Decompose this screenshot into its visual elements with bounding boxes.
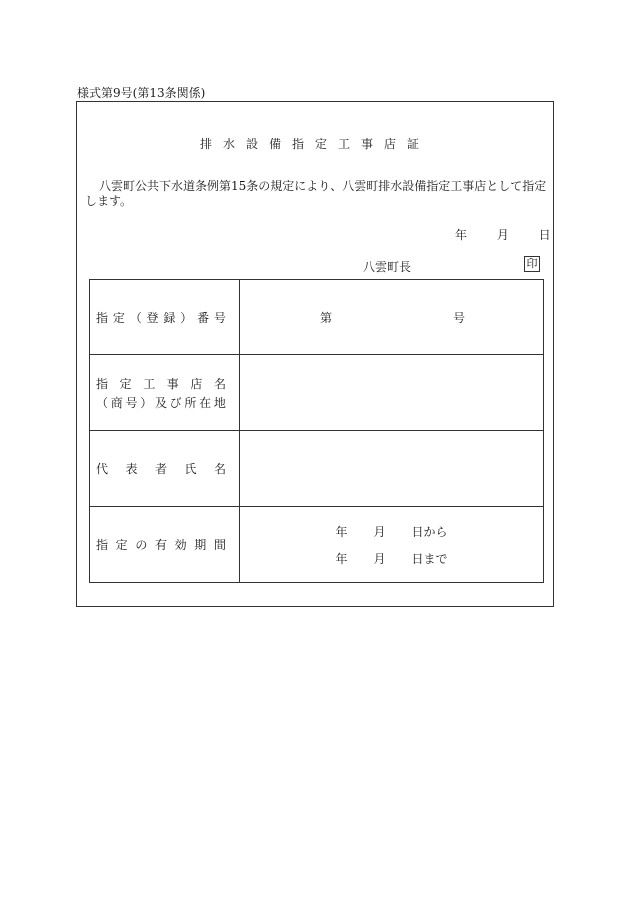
label-char: 名: [213, 462, 226, 476]
shop-name-label: [90, 355, 240, 431]
label-char: 録: [163, 310, 176, 325]
label-char: （: [129, 310, 142, 325]
table-row: [90, 280, 544, 355]
label-char: 定: [119, 376, 132, 391]
table-row: [90, 507, 544, 583]
label-char: 指: [96, 538, 109, 552]
label-char: 在: [199, 395, 212, 410]
label-char: ）: [180, 310, 193, 325]
label-char: 効: [174, 538, 187, 552]
label-char: 表: [125, 462, 138, 476]
validity-label: [90, 507, 240, 583]
date-day: 日: [538, 228, 551, 242]
number-prefix: 第: [320, 310, 333, 325]
label-char: 商: [110, 395, 123, 410]
representative-value[interactable]: [240, 431, 544, 507]
label-char: 有: [154, 538, 167, 552]
label-char: ）: [140, 395, 153, 410]
label-char: 店: [190, 376, 203, 391]
shop-name-value[interactable]: [240, 355, 544, 431]
label-char: 氏: [184, 462, 197, 476]
issue-date: [455, 226, 551, 243]
form-number-label: 様式第9号(第13条関係): [77, 86, 206, 100]
label-char: 事: [166, 376, 179, 391]
designation-number-label: [90, 280, 240, 355]
validity-from: [336, 523, 448, 540]
label-char: び: [169, 395, 182, 410]
label-char: 登: [146, 310, 159, 325]
validity-value[interactable]: [240, 507, 544, 583]
to-day: 日まで: [411, 551, 448, 566]
label-char: 所: [184, 395, 197, 410]
label-char: 間: [213, 538, 226, 552]
label-char: 工: [143, 376, 156, 391]
from-year: 年: [335, 524, 348, 539]
certificate-table: [89, 279, 544, 583]
label-char: の: [135, 538, 148, 552]
label-char: 定: [115, 538, 128, 552]
from-month: 月: [373, 524, 386, 539]
label-char: 号: [125, 395, 138, 410]
certificate-title: 排水設備指定工事店証: [199, 137, 430, 151]
date-month: 月: [496, 228, 509, 242]
label-char: 名: [213, 376, 226, 391]
label-char: 期: [194, 538, 207, 552]
issuer-name: 八雲町長: [363, 260, 412, 274]
label-char: 号: [213, 310, 226, 325]
label-char: 番: [197, 310, 210, 325]
representative-label: [90, 431, 240, 507]
designation-statement: 八雲町公共下水道条例第15条の規定により、八雲町排水設備指定工事店として指定します。: [85, 179, 547, 208]
seal-mark: 印: [524, 256, 540, 272]
to-month: 月: [373, 551, 386, 566]
from-day: 日から: [411, 524, 448, 539]
label-char: 者: [154, 462, 167, 476]
label-char: （: [96, 395, 109, 410]
label-char: 地: [213, 395, 226, 410]
number-suffix: 号: [452, 310, 465, 325]
label-char: 代: [96, 462, 109, 476]
validity-to: [336, 550, 448, 567]
label-char: 指: [96, 376, 109, 391]
table-row: [90, 431, 544, 507]
table-row: [90, 355, 544, 431]
to-year: 年: [335, 551, 348, 566]
label-char: 定: [112, 310, 125, 325]
designation-number-value[interactable]: [240, 280, 544, 355]
date-year: 年: [455, 228, 468, 242]
label-char: 及: [154, 395, 167, 410]
label-char: 指: [96, 310, 109, 325]
certificate-frame: [76, 101, 554, 607]
